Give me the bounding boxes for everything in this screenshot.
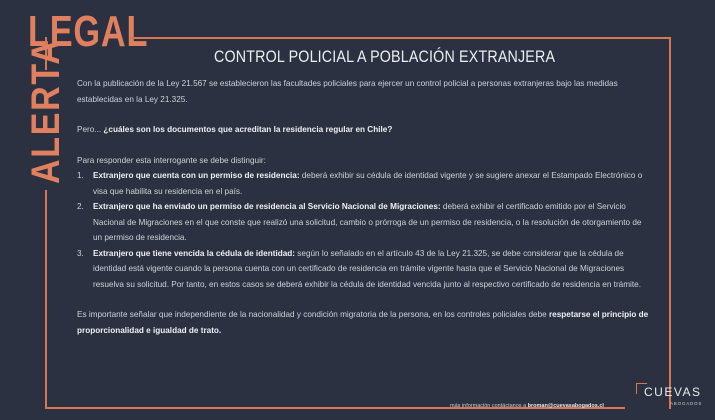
list-item-text: deberá exhibir su cédula de identidad vigente y se sugiere anexar el Estampado Electrónico o visa que habilita su residencia en el país. <box>93 171 643 196</box>
contact-email-link[interactable]: broman@cuevasabogados.cl <box>527 403 604 409</box>
closing-text: Es importante señalar que independiente de la nacionalidad y condición migratoria de la persona, en los controles policiales debe <box>77 310 549 319</box>
closing-bold: respetarse el principio de proporcionalidad e igualdad de trato. <box>77 310 649 335</box>
list-item <box>77 246 650 293</box>
list-number: 2. <box>77 202 84 211</box>
distinguish-paragraph: Para responder esta interrogante se debe distinguir: <box>77 155 266 165</box>
logo-name: CUEVAS <box>644 385 702 399</box>
question-paragraph <box>77 122 650 138</box>
intro-paragraph: Con la publicación de la Ley 21.567 se establecieron las facultades policiales para ejercer un control policial a personas extranjeras bajo las medidas establecidas en la Ley 21.325. <box>77 79 618 104</box>
list-item-text: deberá exhibir el certificado emitido por el Servicio Nacional de Migraciones en el que conste que realizó una solicitud, cambio o prórroga de un permiso de residencia, o la resolución de otorgamiento de un permiso de residencia. <box>93 202 642 242</box>
list-item-bold: Extranjero que cuenta con un permiso de residencia: <box>93 171 300 180</box>
footer-contact <box>450 403 604 409</box>
list-item-bold: Extranjero que tiene vencida la cédula de identidad: <box>93 248 296 258</box>
alerta-vertical-heading: ALERTA <box>24 38 68 184</box>
closing-paragraph <box>77 307 650 338</box>
list-number: 3. <box>77 248 84 258</box>
list-item <box>77 199 650 246</box>
legal-heading: LEGAL <box>28 7 149 56</box>
contact-text: más información contáctanos a <box>450 403 528 409</box>
logo-subtitle: ABOGADOS <box>670 401 703 406</box>
list-item-text: según lo señalado en el artículo 43 de la Ley 21.325, se debe considerar que la cédula de identidad está vigente cuando la persona cuenta con un certificado de residencia en trámite vigente hasta que el Servicio Nacional de Migraciones resuelva su solicitud. Por tanto, en estos casos se deberá exhibir la cédula de identidad vencida junto al respectivo certificado de residencia en trámite. <box>93 248 641 289</box>
article-body <box>77 76 650 338</box>
page-title: CONTROL POLICIAL A POBLACIÓN EXTRANJERA <box>214 47 556 66</box>
cuevas-logo <box>636 383 704 413</box>
question-bold: ¿cuáles son los documentos que acreditan la residencia regular en Chile? <box>103 125 393 134</box>
list-number: 1. <box>77 171 84 180</box>
list-item-bold: Extranjero que ha enviado un permiso de residencia al Servicio Nacional de Migraciones: <box>93 202 441 211</box>
list-item <box>77 168 650 199</box>
question-lead: Pero... <box>77 125 104 134</box>
